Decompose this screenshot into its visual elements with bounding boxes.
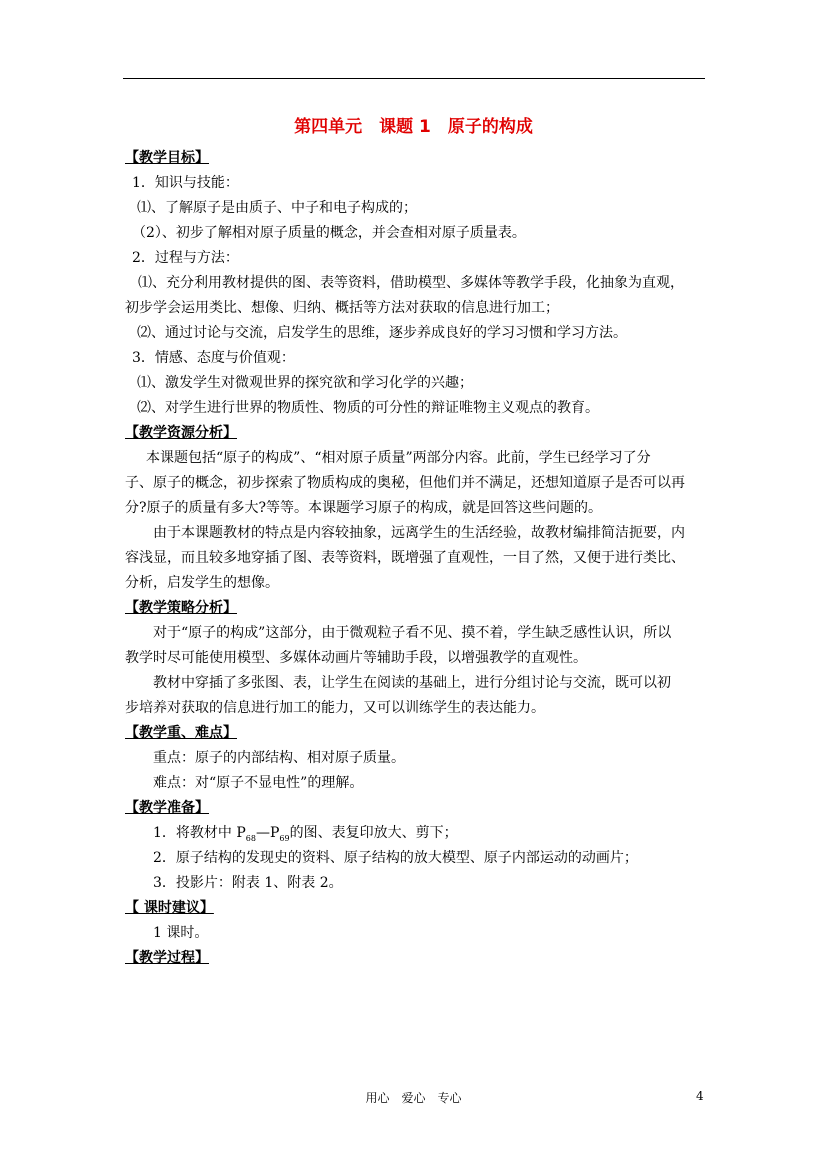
preparation-item-3: 3．投影片：附表 1、附表 2。 (153, 875, 343, 891)
preparation-item-1 (153, 823, 458, 849)
process-heading: 【教学过程】 (125, 950, 209, 966)
keypoint-difficult: 难点：对“原子不显电性”的理解。 (153, 775, 364, 791)
page-ref-end: 69 (279, 833, 290, 843)
preparation-heading: 【教学准备】 (125, 800, 209, 816)
strategy-p1-line2: 教学时尽可能使用模型、多媒体动画片等辅助手段，以增强教学的直观性。 (125, 650, 587, 666)
resources-p1-line3: 分?原子的质量有多大?等等。本课题学习原子的构成，就是回答这些问题的。 (125, 500, 603, 516)
resources-heading: 【教学资源分析】 (125, 425, 237, 441)
preparation-item-1-post: 的图、表复印放大、剪下； (289, 825, 458, 841)
page-ref-start: 68 (245, 833, 256, 843)
preparation-item-1-mid: —P (255, 825, 280, 841)
objective-2-a-line2: 初步学会运用类比、想像、归纳、概括等方法对获取的信息进行加工； (125, 300, 559, 316)
objective-2-title: 2．过程与方法： (132, 250, 239, 266)
objective-3-title: 3．情感、态度与价值观： (132, 350, 295, 366)
objective-2-b: ⑵、通过讨论与交流，启发学生的思维，逐步养成良好的学习习惯和学习方法。 (137, 325, 627, 341)
objectives-heading: 【教学目标】 (125, 150, 209, 166)
page-title: 第四单元 课题 1 原子的构成 (294, 117, 533, 137)
hours-text: 1 课时。 (153, 925, 209, 941)
resources-p2-line1: 由于本课题教材的特点是内容较抽象，远离学生的生活经验，故教材编排简洁扼要，内 (153, 525, 685, 541)
resources-p1-line1: 本课题包括“原子的构成”、“相对原子质量”两部分内容。此前，学生已经学习了分 (146, 450, 651, 466)
resources-p2-line3: 分析，启发学生的想像。 (125, 575, 279, 591)
objective-1-title: 1．知识与技能： (132, 175, 239, 191)
preparation-item-2: 2．原子结构的发现史的资料、原子结构的放大模型、原子内部运动的动画片； (153, 850, 638, 866)
resources-p2-line2: 容浅显，而且较多地穿插了图、表等资料，既增强了直观性，一目了然，又便于进行类比、 (125, 550, 685, 566)
header-rule (123, 78, 705, 79)
keypoints-heading: 【教学重、难点】 (125, 725, 237, 741)
keypoint-key: 重点：原子的内部结构、相对原子质量。 (153, 750, 405, 766)
objective-3-b: ⑵、对学生进行世界的物质性、物质的可分性的辩证唯物主义观点的教育。 (137, 400, 599, 416)
strategy-p2-line1: 教材中穿插了多张图、表，让学生在阅读的基础上，进行分组讨论与交流，既可以初 (153, 675, 671, 691)
footer-motto: 用心 爱心 专心 (365, 1091, 462, 1105)
page-number: 4 (696, 1089, 704, 1103)
objective-2-a-line1: ⑴、充分利用教材提供的图、表等资料，借助模型、多媒体等教学手段，化抽象为直观， (138, 275, 684, 291)
resources-p1-line2: 子、原子的概念，初步探索了物质构成的奥秘，但他们并不满足，还想知道原子是否可以再 (125, 475, 685, 491)
strategy-p2-line2: 步培养对获取的信息进行加工的能力，又可以训练学生的表达能力。 (125, 700, 545, 716)
objective-1-b: （2）、初步了解相对原子质量的概念，并会查相对原子质量表。 (132, 225, 526, 241)
strategy-heading: 【教学策略分析】 (125, 600, 237, 616)
preparation-item-1-pre: 1．将教材中 P (153, 825, 246, 841)
objective-3-a: ⑴、激发学生对微观世界的探究欲和学习化学的兴趣； (137, 375, 473, 391)
objective-1-a: ⑴、了解原子是由质子、中子和电子构成的； (137, 200, 417, 216)
hours-heading: 【 课时建议】 (125, 900, 214, 916)
strategy-p1-line1: 对于“原子的构成”这部分，由于微观粒子看不见、摸不着，学生缺乏感性认识，所以 (153, 625, 672, 641)
